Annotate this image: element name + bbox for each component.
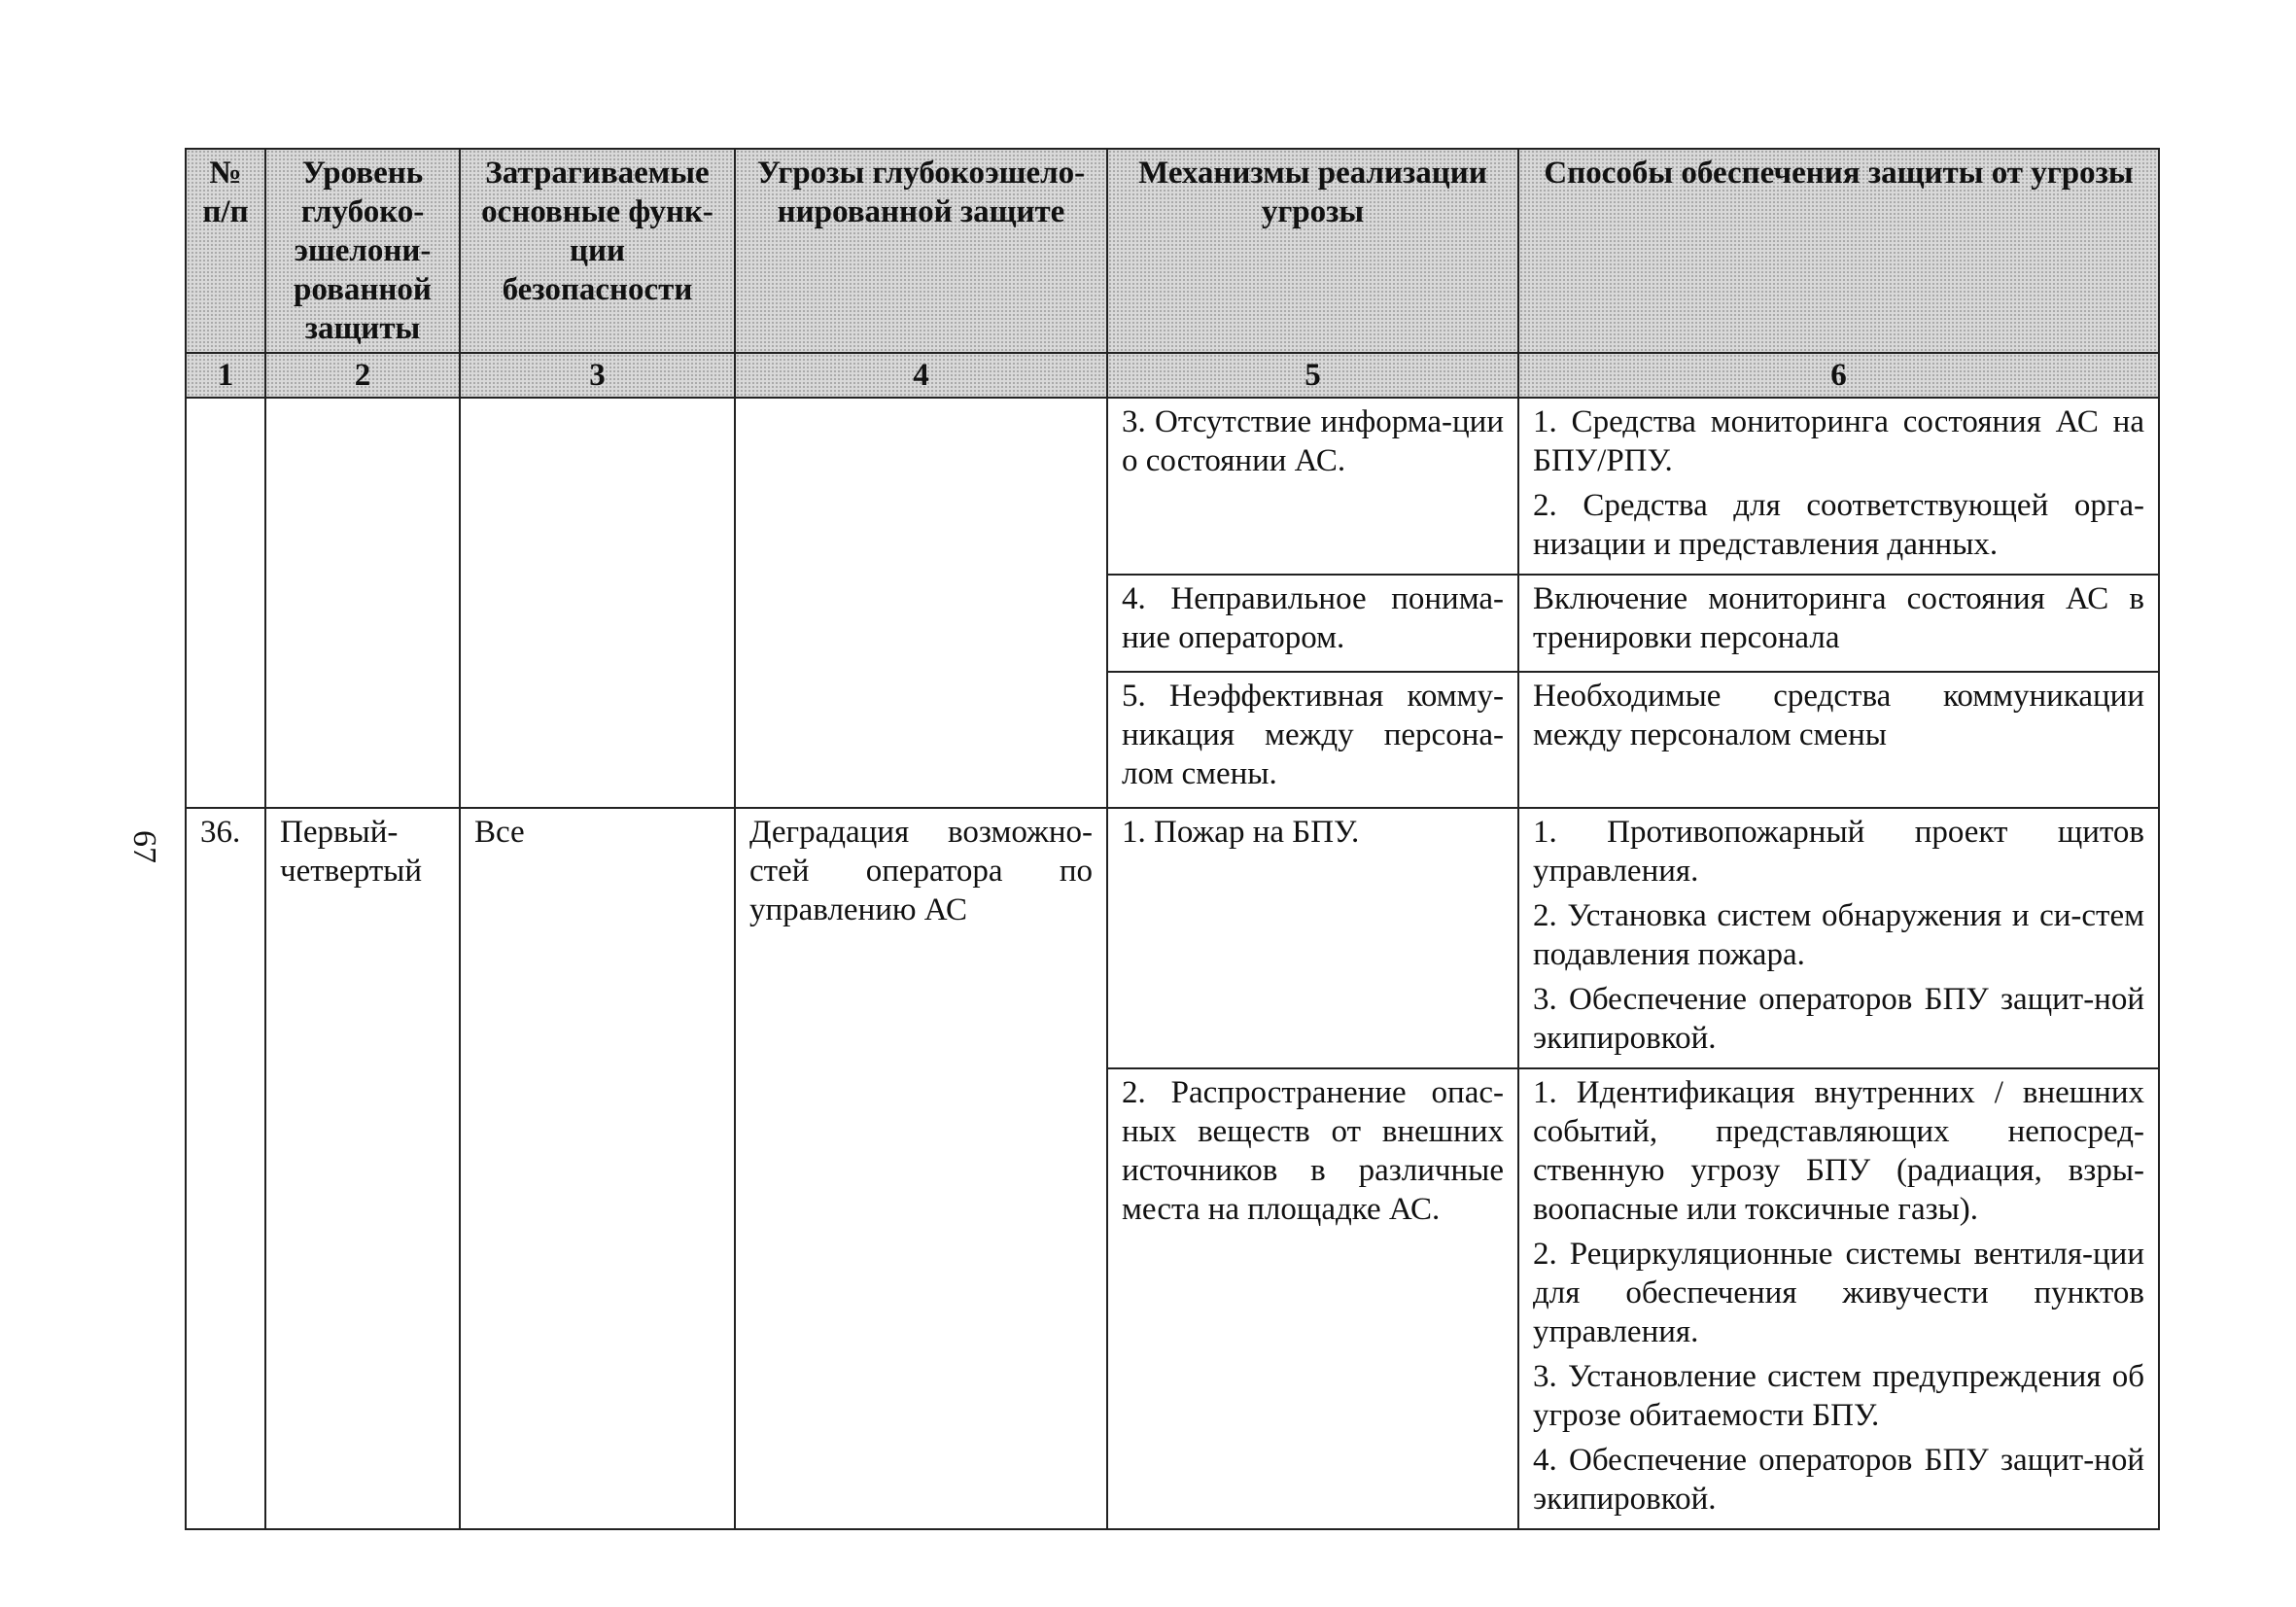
cell-functions: Все xyxy=(460,808,735,1529)
protection-item: Включение мониторинга состояния АС в тренировки персонала xyxy=(1533,581,2144,655)
cell-mechanism: 4. Неправильное понима-ние оператором. xyxy=(1107,575,1518,672)
protection-item: 1. Идентификация внутренних / внешних событий, представляющих непосред-ственную угрозу БПУ (радиация, взры-воопасные или токсичные газы). xyxy=(1533,1075,2144,1227)
cell-mechanism: 3. Отсутствие информа-ции о состоянии АС. xyxy=(1107,398,1518,575)
protection-item: 1. Средства мониторинга состояния АС на БПУ/РПУ. xyxy=(1533,404,2144,478)
header-threats: Угрозы глубокоэшело-нированной защите xyxy=(735,149,1107,353)
cell-mechanism: 2. Распространение опас-ных веществ от внешних источников в различные места на площадке АС. xyxy=(1107,1068,1518,1529)
column-number: 5 xyxy=(1107,353,1518,398)
threats-table xyxy=(185,148,2160,1530)
cell-mechanism: 1. Пожар на БПУ. xyxy=(1107,808,1518,1068)
header-functions: Затрагиваемые основные функ-ции безопасности xyxy=(460,149,735,353)
cell-number-empty xyxy=(186,398,265,808)
cell-protection xyxy=(1518,398,2159,575)
column-number: 1 xyxy=(186,353,265,398)
cell-level-empty xyxy=(265,398,460,808)
protection-item: Необходимые средства коммуникации между персоналом смены xyxy=(1533,679,2144,752)
protection-item: 2. Средства для соответствующей орга-низации и представления данных. xyxy=(1533,488,2144,562)
header-level: Уровень глубоко-эшелони-рованной защиты xyxy=(265,149,460,353)
table-row xyxy=(186,398,2159,575)
cell-number: 36. xyxy=(186,808,265,1529)
protection-item: 3. Установление систем предупреждения об угрозе обитаемости БПУ. xyxy=(1533,1359,2144,1433)
cell-protection xyxy=(1518,808,2159,1068)
protection-item: 1. Противопожарный проект щитов управления. xyxy=(1533,815,2144,889)
protection-item: 2. Установка систем обнаружения и си-стем подавления пожара. xyxy=(1533,898,2144,972)
column-number-row xyxy=(186,353,2159,398)
header-row xyxy=(186,149,2159,353)
cell-threat-empty xyxy=(735,398,1107,808)
cell-protection xyxy=(1518,1068,2159,1529)
table-row xyxy=(186,808,2159,1068)
header-mechanisms: Механизмы реализации угрозы xyxy=(1107,149,1518,353)
column-number: 4 xyxy=(735,353,1107,398)
header-protection: Способы обеспечения защиты от угрозы xyxy=(1518,149,2159,353)
cell-protection xyxy=(1518,575,2159,672)
cell-functions-empty xyxy=(460,398,735,808)
cell-level: Первый-четвертый xyxy=(265,808,460,1529)
protection-item: 4. Обеспечение операторов БПУ защит-ной экипировкой. xyxy=(1533,1443,2144,1517)
column-number: 3 xyxy=(460,353,735,398)
page-number: 67 xyxy=(126,830,162,863)
header-number: № п/п xyxy=(186,149,265,353)
cell-protection xyxy=(1518,672,2159,808)
cell-threat: Деградация возможно-стей оператора по управлению АС xyxy=(735,808,1107,1529)
column-number: 6 xyxy=(1518,353,2159,398)
column-number: 2 xyxy=(265,353,460,398)
protection-item: 2. Рециркуляционные системы вентиля-ции для обеспечения живучести пунктов управления. xyxy=(1533,1237,2144,1349)
cell-mechanism: 5. Неэффективная комму-никация между персона-лом смены. xyxy=(1107,672,1518,808)
protection-item: 3. Обеспечение операторов БПУ защит-ной экипировкой. xyxy=(1533,982,2144,1056)
